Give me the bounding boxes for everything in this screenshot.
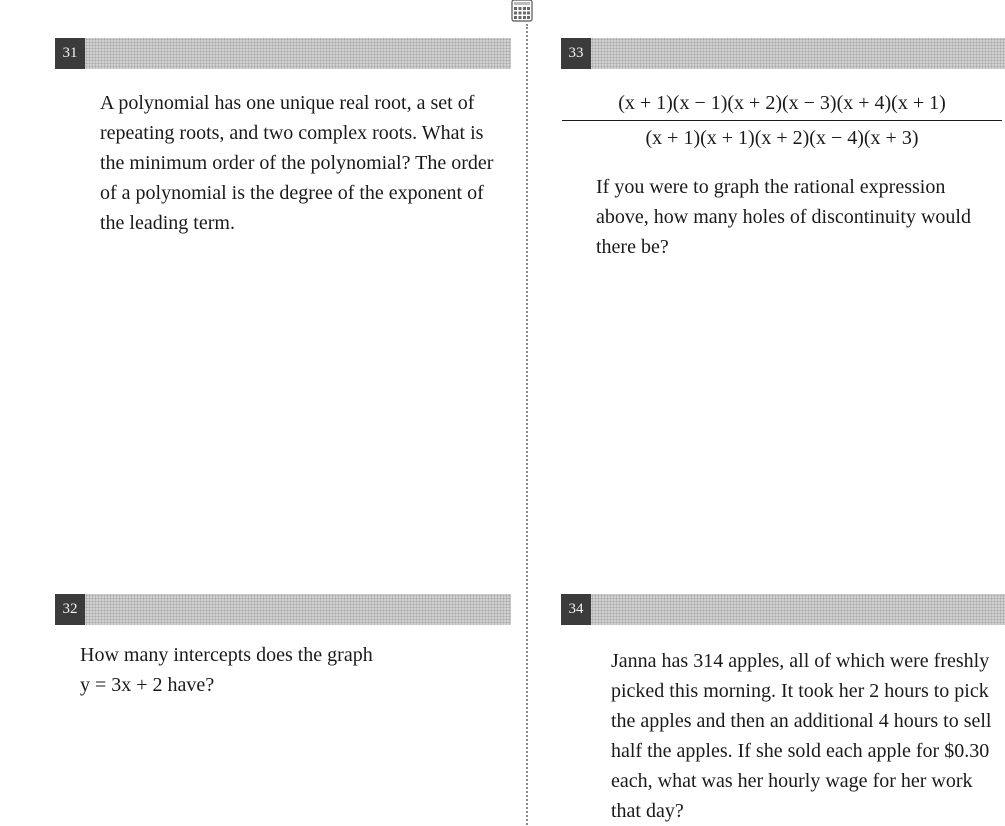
question-number: 32: [55, 594, 85, 625]
question-34-header: [561, 594, 1005, 625]
question-32-text: [80, 640, 500, 700]
question-31-header: [55, 38, 511, 69]
question-33-header: [561, 38, 1005, 69]
question-number: 31: [55, 38, 85, 69]
question-33-text: If you were to graph the rational expression above, how many holes of discontinuity would there be?: [596, 176, 971, 258]
question-34-text: Janna has 314 apples, all of which were freshly picked this morning. It took her 2 hours to pick the apples and then an additional 4 hours to sell half the apples. If she sold each apple for $0.30 each, what was her hourly wage for her work that day?: [611, 650, 992, 822]
question-number: 34: [561, 594, 591, 625]
question-number: 33: [561, 38, 591, 69]
question-31-text: A polynomial has one unique real root, a set of repeating roots, and two complex roots. What is the minimum order of the polynomial? The order of a polynomial is the degree of the exponent of the leading term.: [100, 92, 494, 234]
question-32-line: How many intercepts does the graph: [80, 644, 373, 666]
question-32-equation: y = 3x + 2 have?: [80, 674, 215, 696]
expression-numerator: (x + 1)(x − 1)(x + 2)(x − 3)(x + 4)(x + 1): [562, 88, 1002, 121]
column-divider: [526, 24, 528, 825]
calculator-icon: [510, 0, 534, 22]
rational-expression: [562, 88, 1002, 153]
expression-denominator: (x + 1)(x + 1)(x + 2)(x − 4)(x + 3): [645, 127, 919, 149]
question-32-header: [55, 594, 511, 625]
